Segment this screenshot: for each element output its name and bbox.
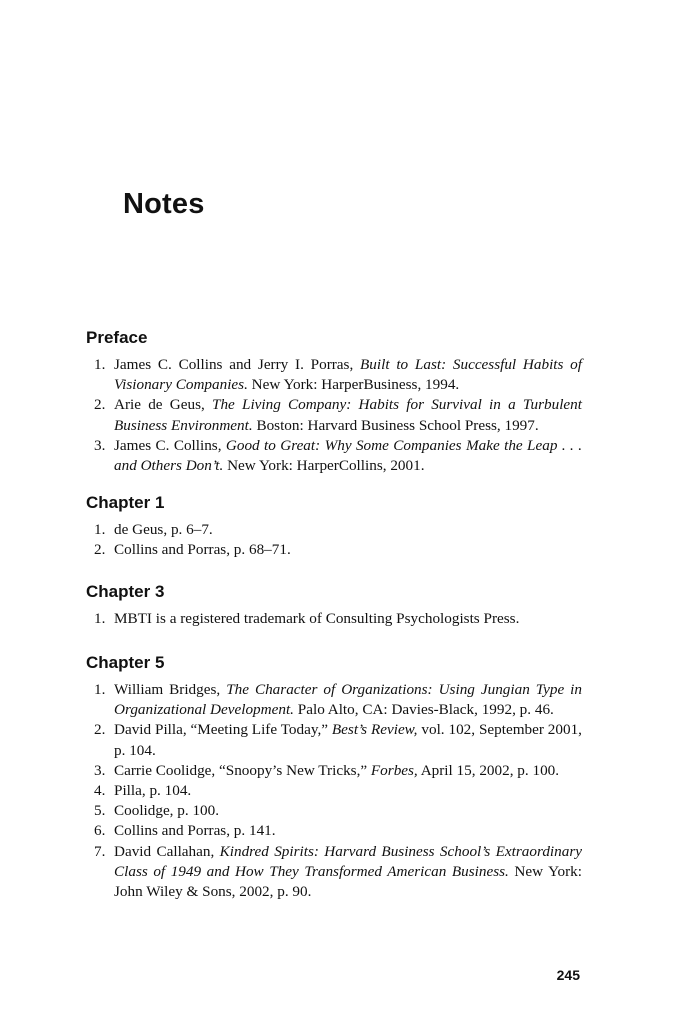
note-title-italic: The Character of Organizations: Using Jungian Type in Organizational Development. xyxy=(114,681,582,719)
note-title-italic: The Living Company: Habits for Survival in a Turbulent Business Environment. xyxy=(114,396,582,434)
note-text: Pilla, p. 104. xyxy=(114,782,192,800)
note-item xyxy=(86,395,582,435)
note-number: 6. xyxy=(94,822,106,840)
note-text: Arie de Geus, xyxy=(114,396,212,414)
note-number: 1. xyxy=(94,610,106,627)
note-title-italic: Kindred Spirits: Harvard Business School’s Extraordinary Class of 1949 and How They Transformed American Business. xyxy=(114,842,582,880)
note-text: Boston: Harvard Business School Press, 1997. xyxy=(252,416,539,434)
note-item xyxy=(86,355,582,395)
note-title-italic: Built to Last: Successful Habits of Visionary Companies. xyxy=(114,356,582,394)
note-number: 7. xyxy=(94,842,106,860)
note-number: 1. xyxy=(94,681,106,698)
note-number: 5. xyxy=(94,802,106,820)
section-chapter-1 xyxy=(86,492,582,560)
section-heading: Preface xyxy=(86,328,148,347)
notes-list xyxy=(86,609,582,629)
notes-list xyxy=(86,520,582,560)
note-item xyxy=(86,680,582,720)
page-number: 245 xyxy=(556,967,580,983)
note-text: Carrie Coolidge, “Snoopy’s New Tricks,” xyxy=(114,761,371,779)
note-text: James C. Collins, xyxy=(114,436,226,454)
notes-list xyxy=(86,355,582,476)
note-item xyxy=(86,801,582,821)
note-item xyxy=(86,520,582,540)
note-number: 1. xyxy=(94,521,106,538)
section-chapter-5 xyxy=(86,652,582,902)
note-text: David Callahan, xyxy=(114,842,220,860)
note-number: 3. xyxy=(94,761,106,779)
note-number: 2. xyxy=(94,396,106,414)
note-text: William Bridges, xyxy=(114,681,227,698)
note-text: Collins and Porras, p. 68–71. xyxy=(114,541,291,559)
page-title: Notes xyxy=(123,188,205,220)
note-text: New York: HarperBusiness, 1994. xyxy=(247,376,460,394)
notes-list xyxy=(86,680,582,902)
note-title-italic: Best’s Review, xyxy=(331,721,418,739)
note-title-italic: Good to Great: Why Some Companies Make the Leap . . . and Others Don’t. xyxy=(114,436,582,475)
note-title-italic: Forbes, xyxy=(370,761,418,779)
note-item xyxy=(86,609,582,629)
section-chapter-3 xyxy=(86,581,582,629)
section-heading: Chapter 5 xyxy=(86,653,165,672)
note-number: 2. xyxy=(94,721,106,739)
note-text: de Geus, p. 6–7. xyxy=(114,521,213,538)
note-text: Palo Alto, CA: Davies-Black, 1992, p. 46. xyxy=(293,701,554,719)
note-text: vol. 102, September 2001, p. 104. xyxy=(114,721,582,759)
note-text: David Pilla, “Meeting Life Today,” xyxy=(114,721,332,739)
note-item xyxy=(86,842,582,903)
note-item xyxy=(86,781,582,801)
note-item xyxy=(86,720,582,760)
section-heading: Chapter 1 xyxy=(86,493,165,512)
note-number: 4. xyxy=(94,782,106,800)
note-item xyxy=(86,761,582,781)
note-text: MBTI is a registered trademark of Consulting Psychologists Press. xyxy=(114,610,520,627)
note-text: Coolidge, p. 100. xyxy=(114,802,220,820)
note-number: 2. xyxy=(94,541,106,559)
note-item xyxy=(86,821,582,841)
note-text: James C. Collins and Jerry I. Porras, xyxy=(114,356,361,373)
note-number: 3. xyxy=(94,436,106,454)
note-text: New York: HarperCollins, 2001. xyxy=(223,457,425,475)
note-text: April 15, 2002, p. 100. xyxy=(417,761,560,779)
note-text: Collins and Porras, p. 141. xyxy=(114,822,276,840)
note-item xyxy=(86,436,582,476)
section-preface xyxy=(86,327,582,476)
note-item xyxy=(86,540,582,560)
note-text: New York: John Wiley & Sons, 2002, p. 90. xyxy=(114,862,582,901)
note-number: 1. xyxy=(94,356,106,373)
section-heading: Chapter 3 xyxy=(86,582,165,601)
